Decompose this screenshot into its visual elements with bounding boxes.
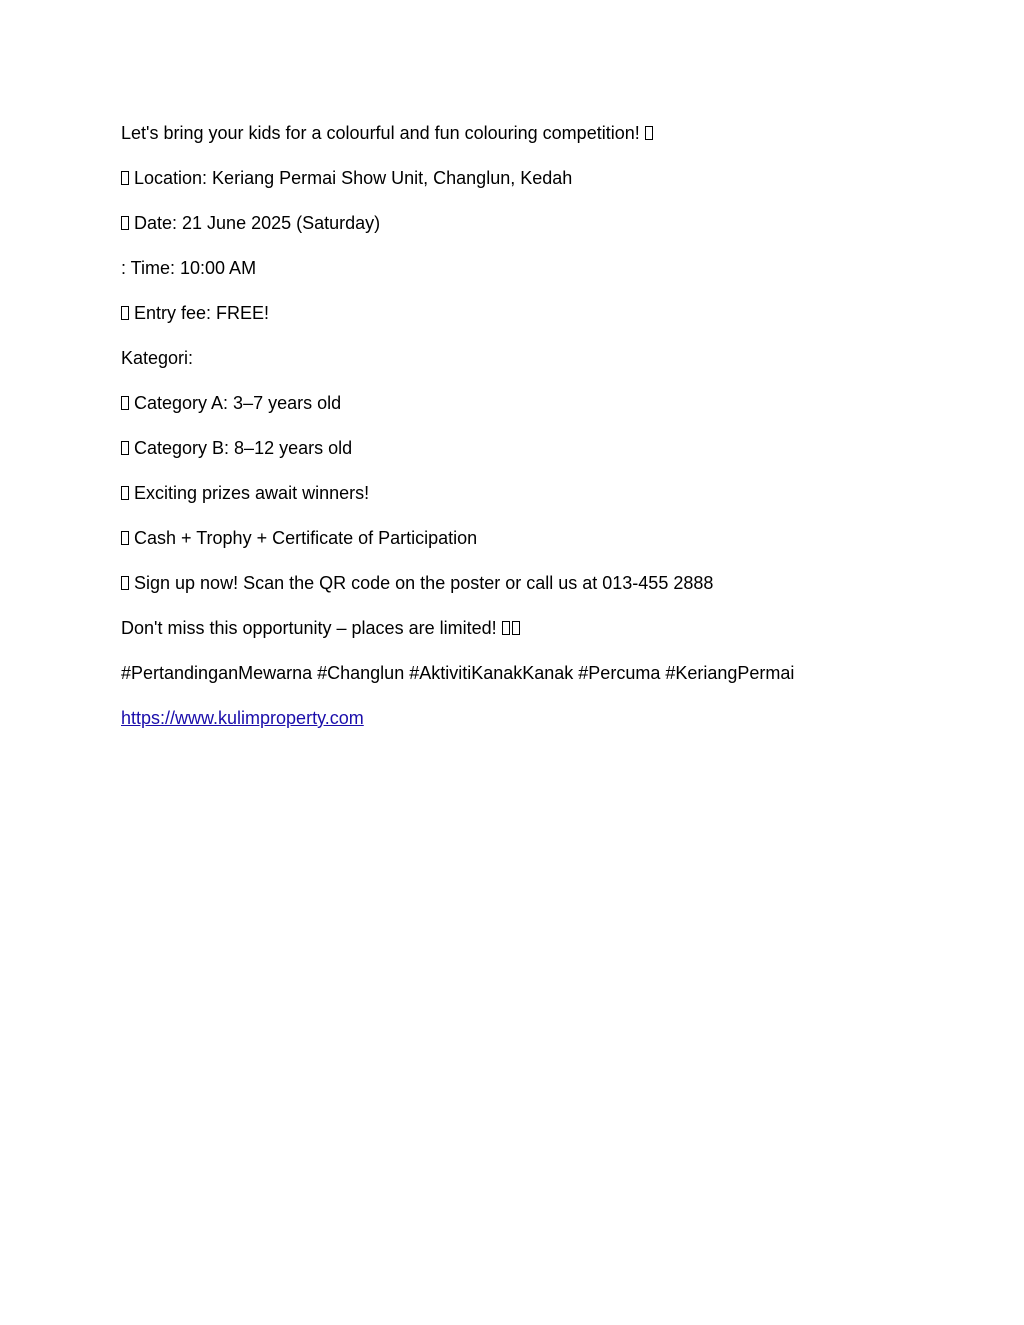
- location-line: [121, 165, 921, 210]
- website-link[interactable]: https://www.kulimproperty.com: [121, 708, 364, 728]
- entry-fee-text: Entry fee: FREE!: [134, 303, 270, 323]
- intro-text: Let's bring your kids for a colourful and fun colouring competition!: [121, 123, 640, 143]
- time-line: [121, 255, 921, 300]
- category-a-text: Category A: 3–7 years old: [134, 393, 342, 413]
- hashtags-text: #PertandinganMewarna #Changlun #AktivitiKanakKanak #Percuma #KeriangPermai: [121, 663, 795, 683]
- location-text: Location: Keriang Permai Show Unit, Changlun, Kedah: [134, 168, 573, 188]
- missing-emoji-icon: [121, 576, 129, 590]
- missing-emoji-icon: [121, 171, 129, 185]
- entry-fee-line: [121, 300, 921, 345]
- category-b-line: [121, 435, 921, 480]
- hashtags-line: [121, 660, 921, 705]
- date-text: Date: 21 June 2025 (Saturday): [134, 213, 381, 233]
- kategori-heading-text: Kategori:: [121, 348, 194, 368]
- missing-emoji-icon: [121, 216, 129, 230]
- prize-details-text: Cash + Trophy + Certificate of Participation: [134, 528, 478, 548]
- prizes-line: [121, 480, 921, 525]
- prize-details-line: [121, 525, 921, 570]
- category-a-line: [121, 390, 921, 435]
- intro-line: [121, 120, 921, 165]
- missing-emoji-icon: [121, 306, 129, 320]
- category-b-text: Category B: 8–12 years old: [134, 438, 353, 458]
- dont-miss-line: [121, 615, 921, 660]
- missing-emoji-icon: [121, 531, 129, 545]
- missing-emoji-icon: [645, 126, 653, 140]
- date-line: [121, 210, 921, 255]
- signup-text: Sign up now! Scan the QR code on the poster or call us at 013-455 2888: [134, 573, 714, 593]
- missing-emoji-icon: [512, 621, 520, 635]
- missing-emoji-icon: [121, 396, 129, 410]
- signup-line: [121, 570, 921, 615]
- missing-emoji-icon: [121, 441, 129, 455]
- document-body: [121, 120, 921, 750]
- dont-miss-text: Don't miss this opportunity – places are limited!: [121, 618, 497, 638]
- link-line: [121, 705, 921, 750]
- missing-emoji-icon: [502, 621, 510, 635]
- kategori-heading: [121, 345, 921, 390]
- time-text: : Time: 10:00 AM: [121, 258, 257, 278]
- prizes-text: Exciting prizes await winners!: [134, 483, 370, 503]
- missing-emoji-icon: [121, 486, 129, 500]
